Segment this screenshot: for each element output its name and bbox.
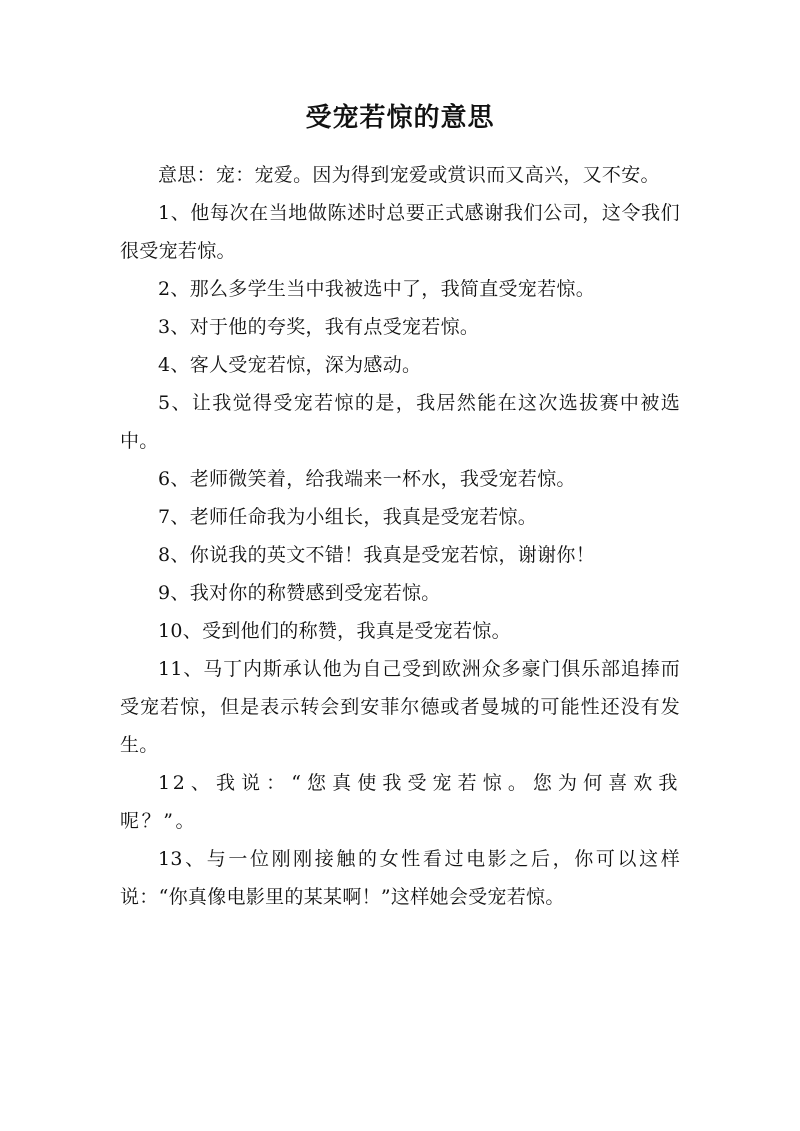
document-title: 受宠若惊的意思 — [305, 103, 495, 133]
example-sentence-9: 9、我对你的称赞感到受宠若惊。 — [158, 582, 441, 604]
example-sentence-6: 6、老师微笑着，给我端来一杯水，我受宠若惊。 — [158, 468, 576, 490]
example-sentence-4: 4、客人受宠若惊，深为感动。 — [158, 354, 422, 376]
example-sentence-10: 10、受到他们的称赞，我真是受宠若惊。 — [158, 620, 511, 642]
example-sentence-2: 2、那么多学生当中我被选中了，我简直受宠若惊。 — [158, 278, 595, 300]
document-body — [120, 156, 680, 916]
example-sentence-1: 1、他每次在当地做陈述时总要正式感谢我们公司，这令我们很受宠若惊。 — [120, 202, 680, 262]
example-sentence-3: 3、对于他的夸奖，我有点受宠若惊。 — [158, 316, 480, 338]
example-sentence-11: 11、马丁内斯承认他为自己受到欧洲众多豪门俱乐部追捧而受宠若惊，但是表示转会到安菲尔德或者曼城的可能性还没有发生。 — [120, 658, 680, 756]
example-sentence-12: 12、我说：“您真使我受宠若惊。您为何喜欢我呢？”。 — [120, 772, 680, 832]
example-sentence-7: 7、老师任命我为小组长，我真是受宠若惊。 — [158, 506, 538, 528]
example-sentence-13: 13、与一位刚刚接触的女性看过电影之后，你可以这样说：“你真像电影里的某某啊！”这样她会受宠若惊。 — [120, 848, 680, 908]
example-sentence-8: 8、你说我的英文不错！我真是受宠若惊，谢谢你！ — [158, 544, 595, 566]
definition-paragraph: 意思：宠：宠爱。因为得到宠爱或赏识而又高兴，又不安。 — [158, 164, 660, 186]
example-sentence-5: 5、让我觉得受宠若惊的是，我居然能在这次选拔赛中被选中。 — [120, 392, 680, 452]
